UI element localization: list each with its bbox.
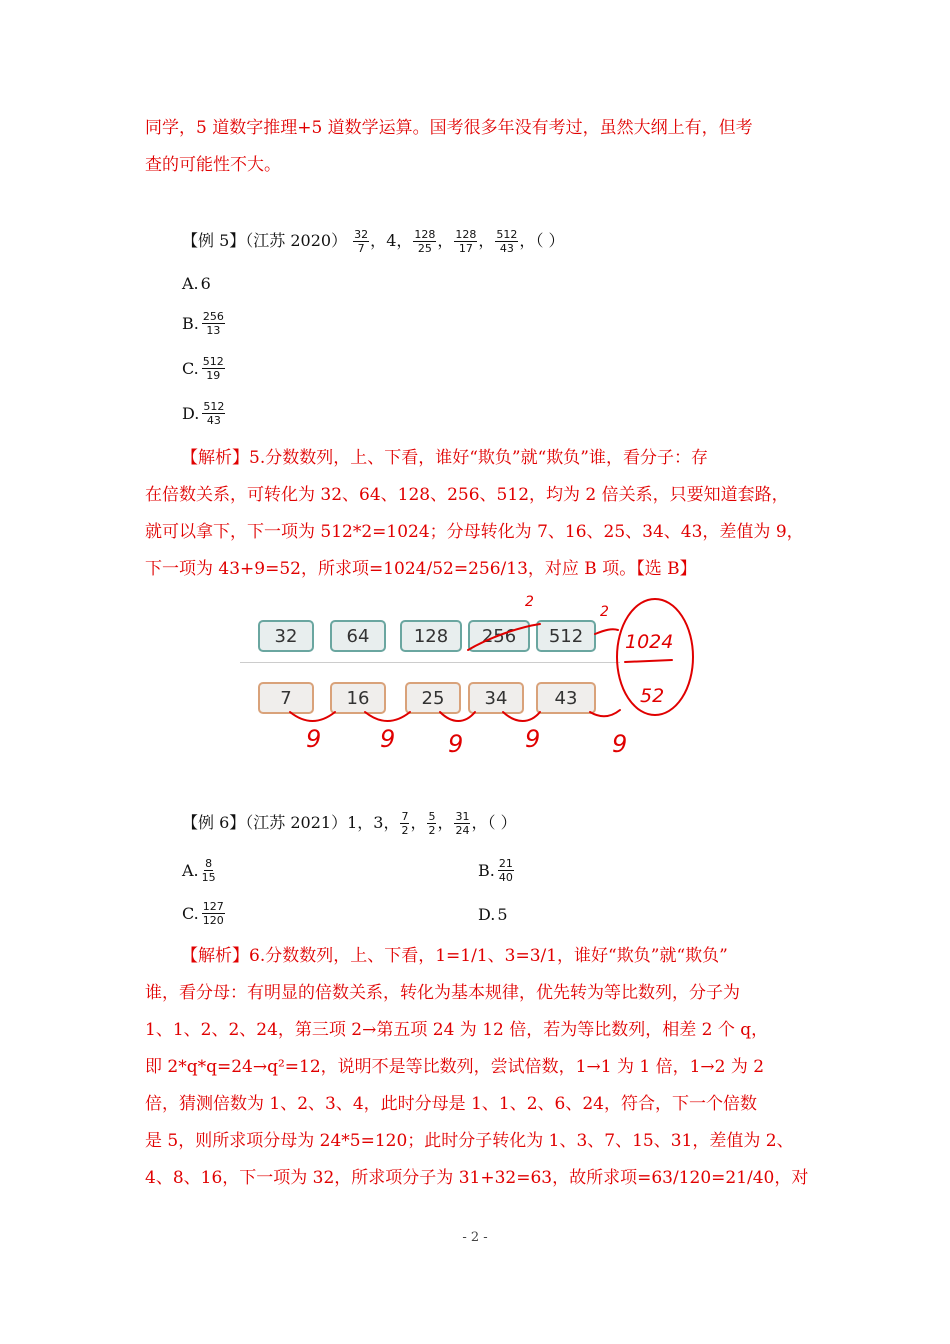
intro-line-1: 同学，5 道数字推理+5 道数学运算。国考很多年没有考过，虽然大纲上有，但考 xyxy=(145,118,753,138)
option-d: D. $\frac{512}{43}$ xyxy=(182,400,225,427)
example5-analysis: 【解析】5.分数数列，上、下看，谁好“欺负”就“欺负”谁，看分子：存 在倍数关系，可转化为 32、64、128、256、512，均为 2 倍关系，只要知道套路， 就可以拿下，下一项为 512*2=1024；分母转化为 7、16、25、34、43，差值为 9， 下一项为 43+9=52，所求项=1024/52=256/13，对应 B 项。【选 B】 xyxy=(145,448,804,579)
top-box: 128 xyxy=(400,620,462,652)
top-arrow-1 xyxy=(468,624,540,650)
seq-term: $\frac{7}{2}$ xyxy=(401,810,409,837)
example5-label: 【例 5】（江苏 2020） xyxy=(182,231,348,250)
blank: （ ） xyxy=(487,813,517,832)
seq-term: $\frac{31}{24}$ xyxy=(455,810,470,837)
option-b: B. $\frac{21}{40}$ xyxy=(478,857,513,884)
example6-analysis: 【解析】6.分数数列，上、下看，1=1/1、3=3/1，谁好“欺负”就“欺负” 谁，看分母：有明显的倍数关系，转化为基本规律，优先转为等比数列，分子为 1、1、2、2、24，第三项 2→第五项 24 为 12 倍，若为等比数列，相差 2 个 q， 即 2*q*q=24→q²=12，说明不是等比数列，尝试倍数，1→1 为 1 倍，1→2 为 2 倍，猜测倍数为 1、2、3、4，此时分母是 1、1、2、6、24，符合，下一个倍数 是 5，则所求项分母为 24*5=120；此时分子转化为 1、3、7、15、31，差值为 2、 4、8、16，下一项为 32，所求项分子为 31+32=63，故所求项=63/120=21/40，对 xyxy=(145,946,809,1188)
example6-question: 【例 6】（江苏 2021）1，3， $\frac{7}{2}$ ， $\frac{5}{2}$ ， $\frac{31}{24}$ ，（ ） xyxy=(182,810,517,837)
top-box: 64 xyxy=(330,620,386,652)
example5-question: 【例 5】（江苏 2020） $\frac{32}{7}$ ，4， $\frac{128}{25}$ ， $\frac{128}{17}$ ， $\frac{512}{43}$ ，（ ） xyxy=(182,228,565,255)
analysis-label: 【解析】 xyxy=(181,448,249,468)
diff-arc-1 xyxy=(290,712,335,721)
top-box: 256 xyxy=(468,620,530,652)
seq-term: $\frac{32}{7}$ xyxy=(354,228,369,255)
seq-term: $\frac{128}{25}$ xyxy=(414,228,436,255)
handwritten-52: 52 xyxy=(640,685,665,707)
bottom-box: 34 xyxy=(468,682,524,714)
fraction-bar xyxy=(625,660,672,662)
top-arrow-2 xyxy=(595,629,618,634)
diff-9: 9 xyxy=(448,730,464,758)
page-number: - 2 - xyxy=(462,1230,488,1245)
seq-term: $\frac{512}{43}$ xyxy=(496,228,518,255)
diff-9: 9 xyxy=(525,725,541,753)
bottom-box: 43 xyxy=(536,682,596,714)
diff-9: 9 xyxy=(380,725,396,753)
top-box: 32 xyxy=(258,620,314,652)
diff-9: 9 xyxy=(612,730,628,758)
option-a: A. $\frac{8}{15}$ xyxy=(182,857,216,884)
diff-arc-3 xyxy=(440,712,475,721)
example6-label: 【例 6】（江苏 2021） xyxy=(182,813,348,832)
intro-line-2: 查的可能性不大。 xyxy=(145,155,281,175)
handwriting-annotations xyxy=(240,592,710,767)
diff-arc-4 xyxy=(503,712,540,721)
diff-arc-5 xyxy=(590,710,620,716)
top-box: 512 xyxy=(536,620,596,652)
bottom-box: 25 xyxy=(405,682,461,714)
handwritten-2-a: 2 xyxy=(525,594,534,610)
diff-9: 9 xyxy=(306,725,322,753)
sequence-figure xyxy=(240,592,710,767)
seq-term: 4 xyxy=(386,231,397,250)
option-d: D. 5 xyxy=(478,905,508,924)
bottom-box: 16 xyxy=(330,682,386,714)
option-b: B. $\frac{256}{13}$ xyxy=(182,310,224,337)
handwritten-1024: 1024 xyxy=(625,631,674,653)
option-a: A. 6 xyxy=(182,274,211,293)
handwritten-2-b: 2 xyxy=(600,604,609,620)
intro-paragraph xyxy=(145,110,810,184)
seq-term: $\frac{5}{2}$ xyxy=(428,810,436,837)
blank: （ ） xyxy=(535,231,565,250)
analysis-label: 【解析】 xyxy=(181,946,249,966)
seq-term: $\frac{128}{17}$ xyxy=(455,228,477,255)
option-c: C. $\frac{127}{120}$ xyxy=(182,900,224,927)
diff-arc-2 xyxy=(365,712,410,721)
answer: 【选 B】 xyxy=(636,559,697,579)
bottom-box: 7 xyxy=(258,682,314,714)
option-c: C. $\frac{512}{19}$ xyxy=(182,355,224,382)
